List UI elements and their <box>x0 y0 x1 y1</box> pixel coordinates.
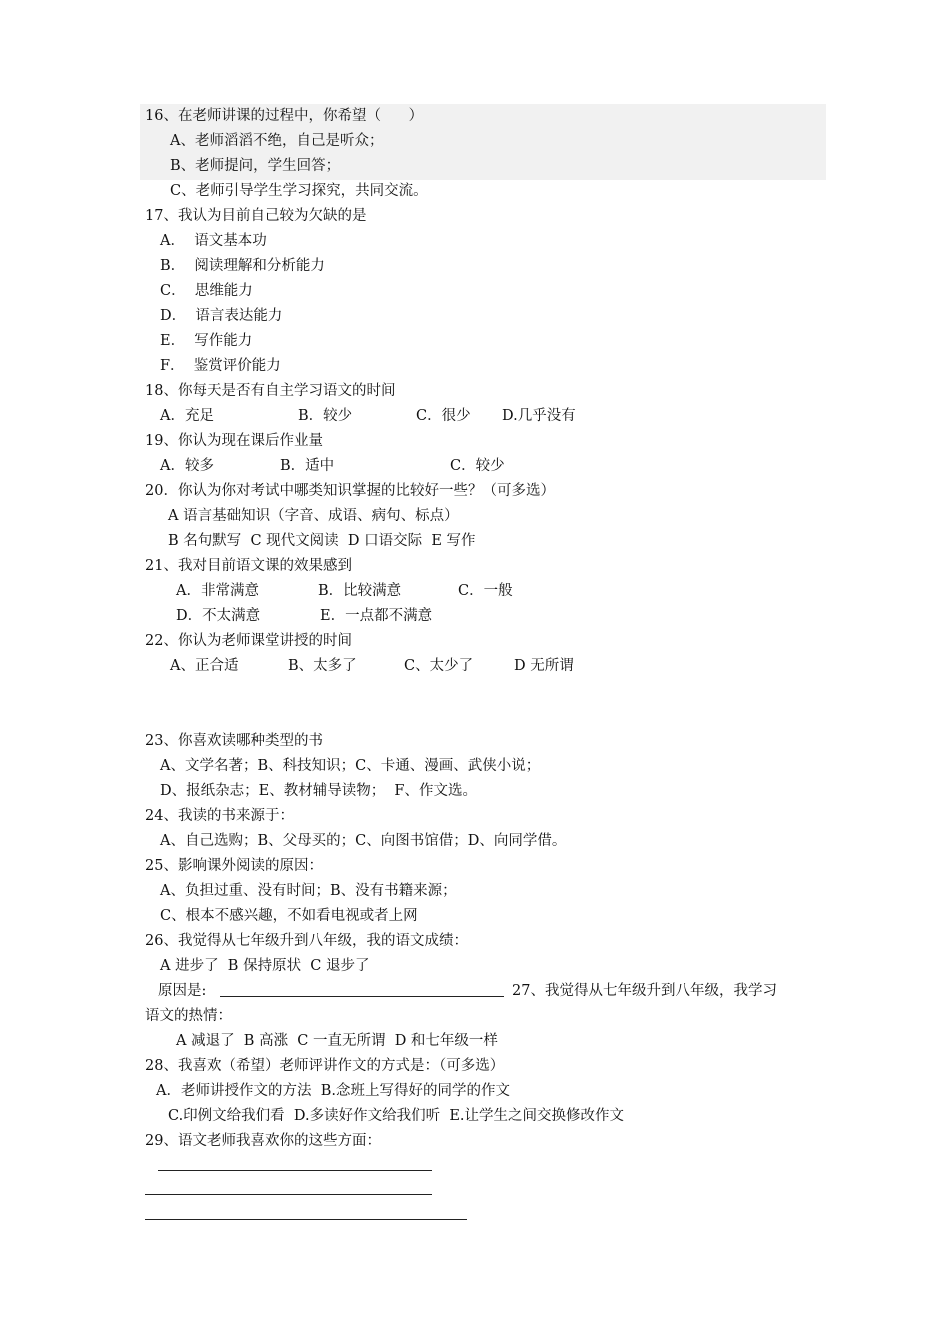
q20-line1: A 语言基础知识（字音、成语、病句、标点） <box>168 508 459 524</box>
q16-option-c: C、老师引导学生学习探究，共同交流。 <box>170 183 428 199</box>
q29-answer-blank-3[interactable] <box>145 1219 467 1220</box>
q29-stem: 29、语文老师我喜欢你的这些方面： <box>145 1133 381 1149</box>
q27-stem-part2: 语文的热情： <box>145 1008 232 1024</box>
q21-option-c: C．一般 <box>458 583 513 599</box>
q28-line1: A．老师讲授作文的方法 B.念班上写得好的同学的作文 <box>156 1083 510 1099</box>
q16-stem: 16、在老师讲课的过程中，你希望（ ） <box>145 108 424 124</box>
q25-stem: 25、影响课外阅读的原因： <box>145 858 323 874</box>
q21-stem: 21、我对目前语文课的效果感到 <box>145 558 352 574</box>
q17-option-b: B． 阅读理解和分析能力 <box>160 258 325 274</box>
q18-option-a: A．充足 <box>160 408 214 424</box>
q19-option-a: A．较多 <box>160 458 214 474</box>
q26-stem: 26、我觉得从七年级升到八年级，我的语文成绩： <box>145 933 468 949</box>
q17-option-a: A． 语文基本功 <box>160 233 267 249</box>
q25-line1: A、负担过重、没有时间；B、没有书籍来源； <box>160 883 457 899</box>
q26-line1: A 进步了 B 保持原状 C 退步了 <box>160 958 370 974</box>
q22-option-c: C、太少了 <box>404 658 474 674</box>
q20-stem: 20．你认为你对考试中哪类知识掌握的比较好一些？（可多选） <box>145 483 555 499</box>
q27-line1: A 减退了 B 高涨 C 一直无所谓 D 和七年级一样 <box>176 1033 498 1049</box>
q24-stem: 24、我读的书来源于： <box>145 808 294 824</box>
q23-line1: A、文学名著；B、科技知识；C、卡通、漫画、武侠小说； <box>160 758 541 774</box>
q28-stem: 28、我喜欢（希望）老师评讲作文的方式是：（可多选） <box>145 1058 505 1074</box>
q17-stem: 17、我认为目前自己较为欠缺的是 <box>145 208 367 224</box>
q18-stem: 18、你每天是否有自主学习语文的时间 <box>145 383 396 399</box>
q21-option-d: D．不太满意 <box>176 608 261 624</box>
q20-line2: B 名句默写 C 现代文阅读 D 口语交际 E 写作 <box>168 533 476 549</box>
q16-option-b: B、老师提问，学生回答； <box>170 158 341 174</box>
q16-option-a: A、老师滔滔不绝，自己是听众； <box>170 133 384 149</box>
q18-option-b: B．较少 <box>298 408 353 424</box>
q25-line2: C、根本不感兴趣，不如看电视或者上网 <box>160 908 418 924</box>
q22-option-b: B、太多了 <box>288 658 357 674</box>
q21-option-a: A．非常满意 <box>176 583 259 599</box>
q18-option-d: D.几乎没有 <box>502 408 576 424</box>
q19-option-b: B．适中 <box>280 458 335 474</box>
q19-option-c: C．较少 <box>450 458 505 474</box>
q21-option-e: E．一点都不满意 <box>320 608 433 624</box>
q22-option-d: D 无所谓 <box>514 658 574 674</box>
q26-reason-label: 原因是: <box>158 983 207 999</box>
q17-option-d: D． 语言表达能力 <box>160 308 283 324</box>
q17-option-e: E． 写作能力 <box>160 333 253 349</box>
q23-line2: D、报纸杂志；E、教材辅导读物； F、作文选。 <box>160 783 477 799</box>
q17-option-c: C． 思维能力 <box>160 283 253 299</box>
q18-option-c: C．很少 <box>416 408 471 424</box>
q24-line1: A、自己选购；B、父母买的；C、向图书馆借；D、向同学借。 <box>160 833 567 849</box>
q21-option-b: B．比较满意 <box>318 583 402 599</box>
q26-reason-blank[interactable] <box>220 996 504 997</box>
q29-answer-blank-1[interactable] <box>158 1170 432 1171</box>
q27-stem-part1: 27、我觉得从七年级升到八年级，我学习 <box>512 983 777 999</box>
q23-stem: 23、你喜欢读哪种类型的书 <box>145 733 323 749</box>
q19-stem: 19、你认为现在课后作业量 <box>145 433 323 449</box>
q28-line2: C.印例文给我们看 D.多读好作文给我们听 E.让学生之间交换修改作文 <box>168 1108 625 1124</box>
q22-stem: 22、你认为老师课堂讲授的时间 <box>145 633 352 649</box>
q22-option-a: A、正合适 <box>170 658 239 674</box>
q17-option-f: F． 鉴赏评价能力 <box>160 358 281 374</box>
q29-answer-blank-2[interactable] <box>145 1194 432 1195</box>
